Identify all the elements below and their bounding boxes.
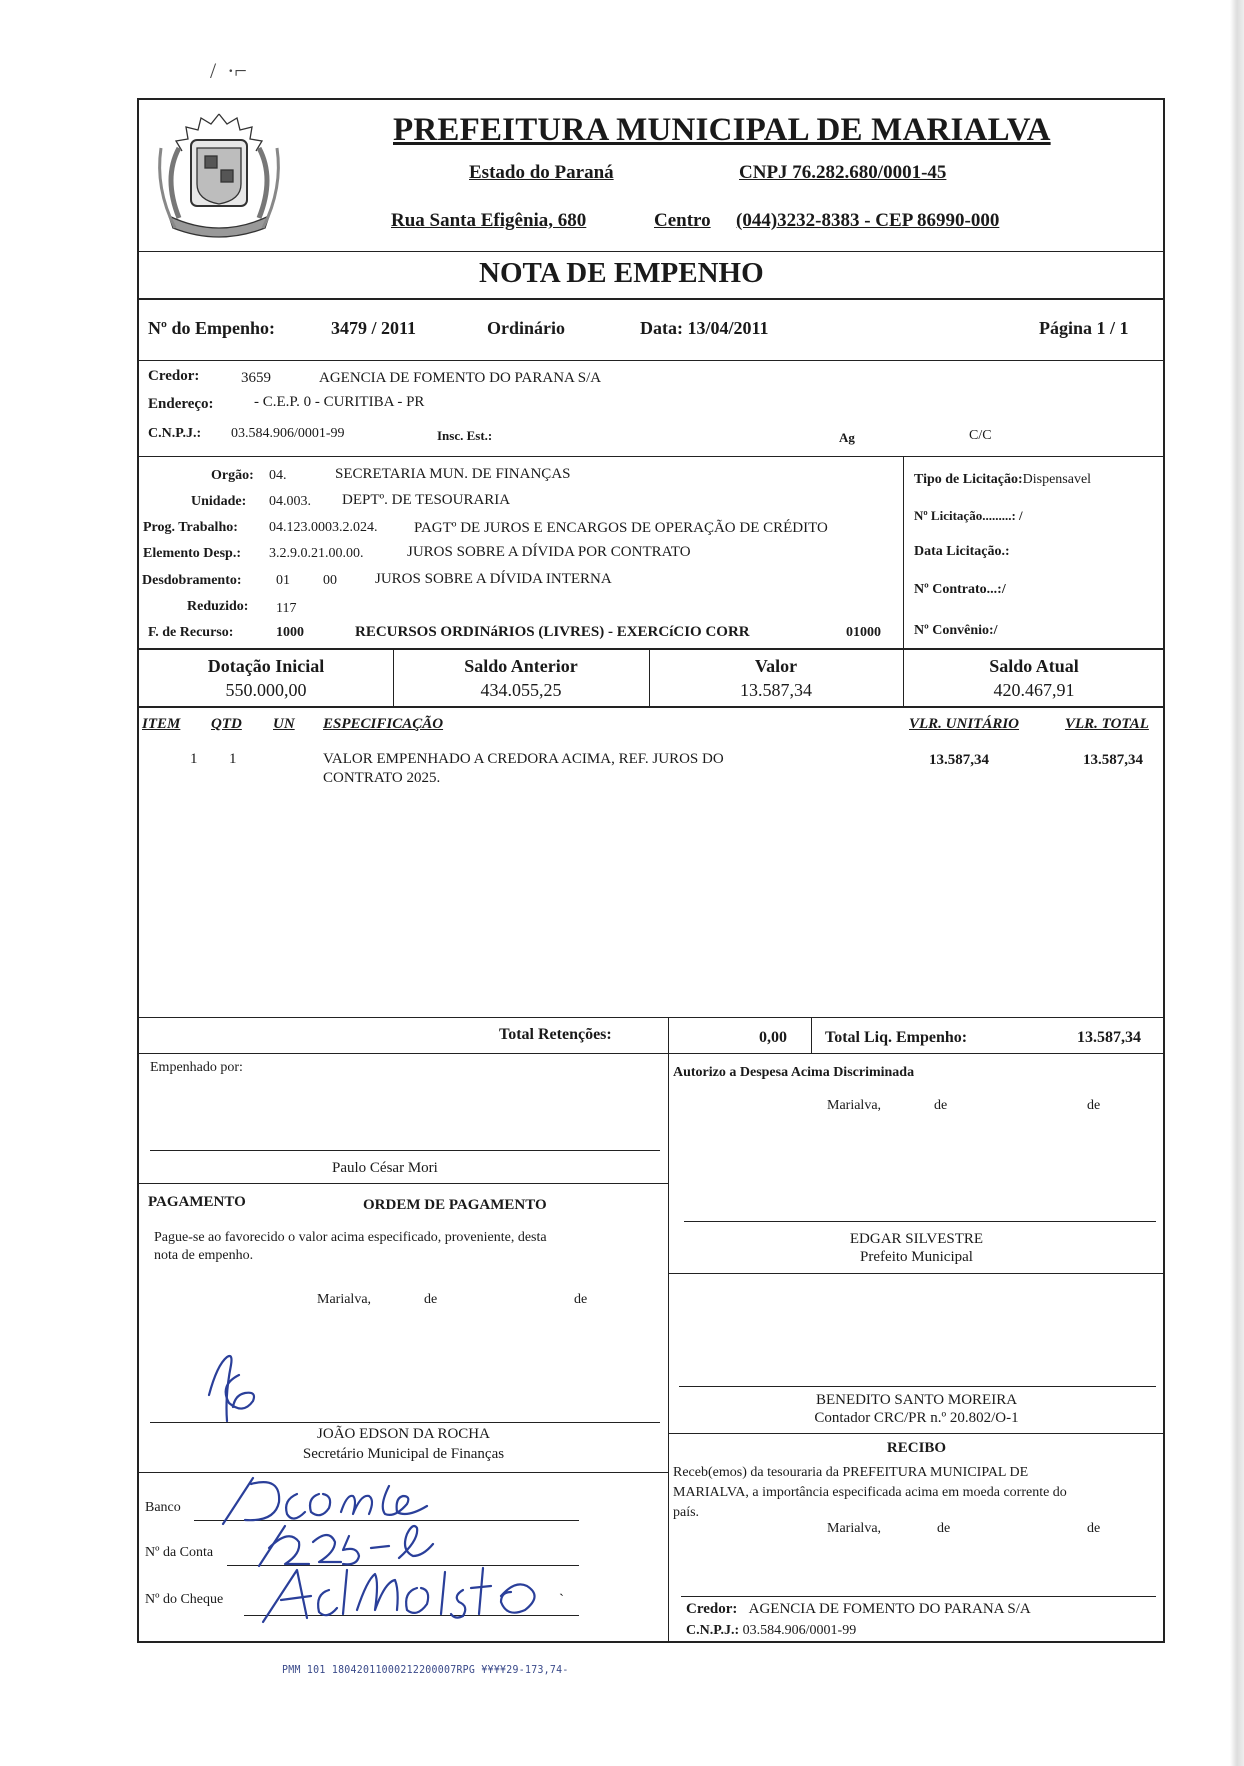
divider bbox=[139, 1053, 1165, 1054]
recibo-de1: de bbox=[937, 1521, 951, 1536]
elemento-desp-code: 3.2.9.0.21.00.00. bbox=[269, 546, 364, 561]
divider bbox=[668, 1273, 1165, 1274]
empenho-date: Data: 13/04/2011 bbox=[640, 318, 769, 338]
autorizo-de1: de bbox=[934, 1098, 948, 1113]
numero-conta-label: Nº da Conta bbox=[145, 1545, 214, 1560]
recibo-de2: de bbox=[1087, 1521, 1101, 1536]
scan-mark: / ·⌐ bbox=[210, 58, 247, 83]
empenhado-por-label: Empenhado por: bbox=[150, 1060, 243, 1075]
reduzido-label: Reduzido: bbox=[187, 599, 249, 614]
tipo-licitacao bbox=[914, 472, 1091, 488]
recibo-credor bbox=[686, 1601, 1031, 1618]
prefeitura-address: Rua Santa Efigênia, 680 bbox=[391, 210, 587, 231]
numero-licitacao: Nº Licitação.........: / bbox=[914, 508, 1023, 523]
pagamento-label: PAGAMENTO bbox=[148, 1194, 246, 1210]
col-especificacao: ESPECIFICAÇÃO bbox=[323, 716, 444, 732]
col-item: ITEM bbox=[142, 716, 181, 732]
autorizo-de2: de bbox=[1087, 1098, 1101, 1113]
divider bbox=[811, 1017, 812, 1053]
recibo-cnpj bbox=[686, 1623, 856, 1639]
divider bbox=[139, 706, 1165, 708]
tipo-licitacao-label: Tipo de Licitação: bbox=[914, 472, 1023, 487]
divider bbox=[903, 456, 904, 648]
signature-line bbox=[684, 1221, 1156, 1222]
numero-convenio: Nº Convênio:/ bbox=[914, 623, 998, 638]
divider bbox=[139, 251, 1165, 252]
valor-label: Valor bbox=[754, 656, 798, 676]
reduzido-value: 117 bbox=[276, 601, 297, 616]
desdobramento-desc: JUROS SOBRE A DÍVIDA INTERNA bbox=[375, 571, 612, 587]
data-licitacao: Data Licitação.: bbox=[914, 544, 1010, 559]
item-qtd: 1 bbox=[229, 751, 237, 767]
recibo-text-line1: Receb(emos) da tesouraria da PREFEITURA MUNICIPAL DE bbox=[673, 1465, 1029, 1480]
footer-code: PMM 101 18042011000212200007RPG ¥¥¥¥29-173,74- bbox=[282, 1663, 569, 1676]
saldo-anterior-label: Saldo Anterior bbox=[464, 656, 578, 676]
valor-value: 13.587,34 bbox=[740, 680, 812, 700]
endereco-label: Endereço: bbox=[148, 396, 214, 412]
page-right-edge bbox=[1230, 0, 1244, 1766]
banco-label: Banco bbox=[145, 1500, 181, 1515]
prog-trabalho-code: 04.123.0003.2.024. bbox=[269, 520, 378, 535]
credor-cnpj: 03.584.906/0001-99 bbox=[231, 426, 345, 441]
pagamento-place: Marialva, bbox=[317, 1292, 372, 1307]
pagamento-text-line1: Pague-se ao favorecido o valor acima especificado, proveniente, desta bbox=[154, 1230, 547, 1245]
recurso-desc: RECURSOS ORDINáRIOS (LIVRES) - EXERCíCIO CORR bbox=[355, 624, 750, 640]
recurso-code: 1000 bbox=[276, 625, 304, 640]
numero-contrato: Nº Contrato...:/ bbox=[914, 582, 1006, 597]
recibo-cnpj-value: 03.584.906/0001-99 bbox=[742, 1623, 857, 1638]
pagamento-de2: de bbox=[574, 1292, 588, 1307]
divider bbox=[139, 456, 1165, 457]
item-especificacao-line1: VALOR EMPENHADO A CREDORA ACIMA, REF. JUROS DO bbox=[323, 751, 724, 767]
item-number: 1 bbox=[190, 751, 198, 767]
pagamento-signer-role: Secretário Municipal de Finanças bbox=[302, 1446, 505, 1462]
handwritten-cheque-note bbox=[257, 1560, 557, 1630]
orgao-name: SECRETARIA MUN. DE FINANÇAS bbox=[335, 466, 571, 482]
credor-label: Credor: bbox=[148, 368, 200, 384]
contador-name: BENEDITO SANTO MOREIRA bbox=[815, 1392, 1018, 1408]
signature-line bbox=[150, 1150, 660, 1151]
divider bbox=[139, 1183, 668, 1184]
pagamento-text-line2: nota de empenho. bbox=[154, 1248, 254, 1263]
credor-cnpj-label: C.N.P.J.: bbox=[148, 426, 202, 441]
col-un: UN bbox=[273, 716, 295, 732]
credor-address: - C.E.P. 0 - CURITIBA - PR bbox=[254, 394, 425, 410]
empenho-number: 3479 / 2011 bbox=[331, 318, 417, 338]
unidade-code: 04.003. bbox=[269, 494, 311, 509]
insc-est-label: Insc. Est.: bbox=[437, 428, 493, 443]
col-qtd: QTD bbox=[211, 716, 242, 732]
nota-empenho-form bbox=[137, 98, 1165, 1643]
autorizo-label: Autorizo a Despesa Acima Discriminada bbox=[673, 1065, 915, 1080]
pagamento-de1: de bbox=[424, 1292, 438, 1307]
credor-code: 3659 bbox=[241, 370, 271, 386]
item-vlr-total: 13.587,34 bbox=[1083, 752, 1143, 768]
prefeitura-phone-cep: (044)3232-8383 - CEP 86990-000 bbox=[736, 210, 1000, 231]
signature-line bbox=[150, 1422, 660, 1423]
total-retencoes-label: Total Retenções: bbox=[499, 1026, 612, 1043]
total-retencoes-value: 0,00 bbox=[759, 1029, 787, 1046]
divider bbox=[139, 298, 1165, 300]
dotacao-inicial-label: Dotação Inicial bbox=[207, 656, 325, 676]
total-liq-value: 13.587,34 bbox=[1077, 1029, 1141, 1046]
desdobramento-code1: 01 bbox=[276, 573, 290, 588]
autorizo-place: Marialva, bbox=[827, 1098, 882, 1113]
recibo-label: RECIBO bbox=[886, 1440, 947, 1456]
col-vlr-unitario: VLR. UNITÁRIO bbox=[909, 716, 1020, 732]
recurso-label: F. de Recurso: bbox=[148, 625, 234, 640]
tipo-licitacao-value: Dispensavel bbox=[1022, 472, 1092, 487]
credor-name: AGENCIA DE FOMENTO DO PARANA S/A bbox=[319, 370, 602, 386]
prefeitura-cnpj: CNPJ 76.282.680/0001-45 bbox=[739, 162, 947, 183]
prefeitura-title: PREFEITURA MUNICIPAL DE MARIALVA bbox=[393, 112, 1051, 148]
saldo-atual-label: Saldo Atual bbox=[989, 656, 1079, 676]
contador-role: Contador CRC/PR n.º 20.802/O-1 bbox=[814, 1410, 1019, 1426]
elemento-desp-desc: JUROS SOBRE A DÍVIDA POR CONTRATO bbox=[407, 544, 691, 560]
item-especificacao-line2: CONTRATO 2025. bbox=[323, 770, 441, 786]
empenhado-por-name: Paulo César Mori bbox=[332, 1160, 438, 1176]
recibo-text-line3: país. bbox=[673, 1505, 700, 1520]
orgao-label: Orgão: bbox=[211, 468, 254, 483]
unidade-label: Unidade: bbox=[191, 494, 247, 509]
saldo-anterior-value: 434.055,25 bbox=[480, 680, 562, 700]
recibo-place: Marialva, bbox=[827, 1521, 882, 1536]
prog-trabalho-desc: PAGTº DE JUROS E ENCARGOS DE OPERAÇÃO DE CRÉDITO bbox=[414, 520, 828, 536]
desdobramento-code2: 00 bbox=[323, 573, 337, 588]
prefeito-name: EDGAR SILVESTRE bbox=[849, 1231, 984, 1247]
orgao-code: 04. bbox=[269, 468, 287, 483]
document-title: NOTA DE EMPENHO bbox=[479, 257, 764, 289]
divider bbox=[668, 1433, 1165, 1434]
empenho-number-label: Nº do Empenho: bbox=[148, 318, 275, 338]
divider bbox=[139, 1017, 1165, 1018]
desdobramento-label: Desdobramento: bbox=[142, 573, 242, 588]
recibo-cnpj-label: C.N.P.J.: bbox=[686, 1623, 740, 1638]
total-liq-label: Total Liq. Empenho: bbox=[825, 1029, 968, 1046]
ag-label: Ag bbox=[839, 430, 855, 445]
prog-trabalho-label: Prog. Trabalho: bbox=[143, 520, 238, 535]
divider bbox=[139, 360, 1165, 361]
empenho-type: Ordinário bbox=[487, 318, 566, 338]
signature-line bbox=[679, 1386, 1156, 1387]
col-vlr-total: VLR. TOTAL bbox=[1065, 716, 1149, 732]
recibo-text-line2: MARIALVA, a importância especificada acima em moeda corrente do bbox=[673, 1485, 1067, 1500]
divider bbox=[668, 1017, 669, 1053]
prefeito-role: Prefeito Municipal bbox=[860, 1249, 973, 1265]
signature-line bbox=[681, 1596, 1156, 1597]
state-name: Estado do Paraná bbox=[469, 162, 614, 183]
unidade-name: DEPTº. DE TESOURARIA bbox=[342, 492, 511, 508]
numero-cheque-label: Nº do Cheque bbox=[145, 1592, 224, 1607]
ordem-pagamento-label: ORDEM DE PAGAMENTO bbox=[363, 1197, 547, 1213]
divider bbox=[139, 648, 1165, 650]
dotacao-inicial-value: 550.000,00 bbox=[225, 680, 307, 700]
municipal-coat-of-arms-icon bbox=[149, 108, 289, 243]
recibo-credor-label: Credor: bbox=[686, 1601, 738, 1617]
elemento-desp-label: Elemento Desp.: bbox=[143, 546, 241, 561]
recurso-code2: 01000 bbox=[846, 625, 881, 640]
tick-mark: ` bbox=[559, 1592, 564, 1608]
prefeitura-district: Centro bbox=[654, 210, 711, 231]
pagamento-signer: JOÃO EDSON DA ROCHA bbox=[317, 1426, 490, 1442]
divider bbox=[668, 1053, 669, 1643]
cc-label: C/C bbox=[969, 428, 992, 443]
recibo-credor-name: AGENCIA DE FOMENTO DO PARANA S/A bbox=[748, 1601, 1031, 1617]
page-number: Página 1 / 1 bbox=[1039, 318, 1129, 338]
saldo-atual-value: 420.467,91 bbox=[993, 680, 1075, 700]
item-vlr-unitario: 13.587,34 bbox=[929, 752, 989, 768]
handwritten-initials-signature bbox=[189, 1345, 309, 1425]
